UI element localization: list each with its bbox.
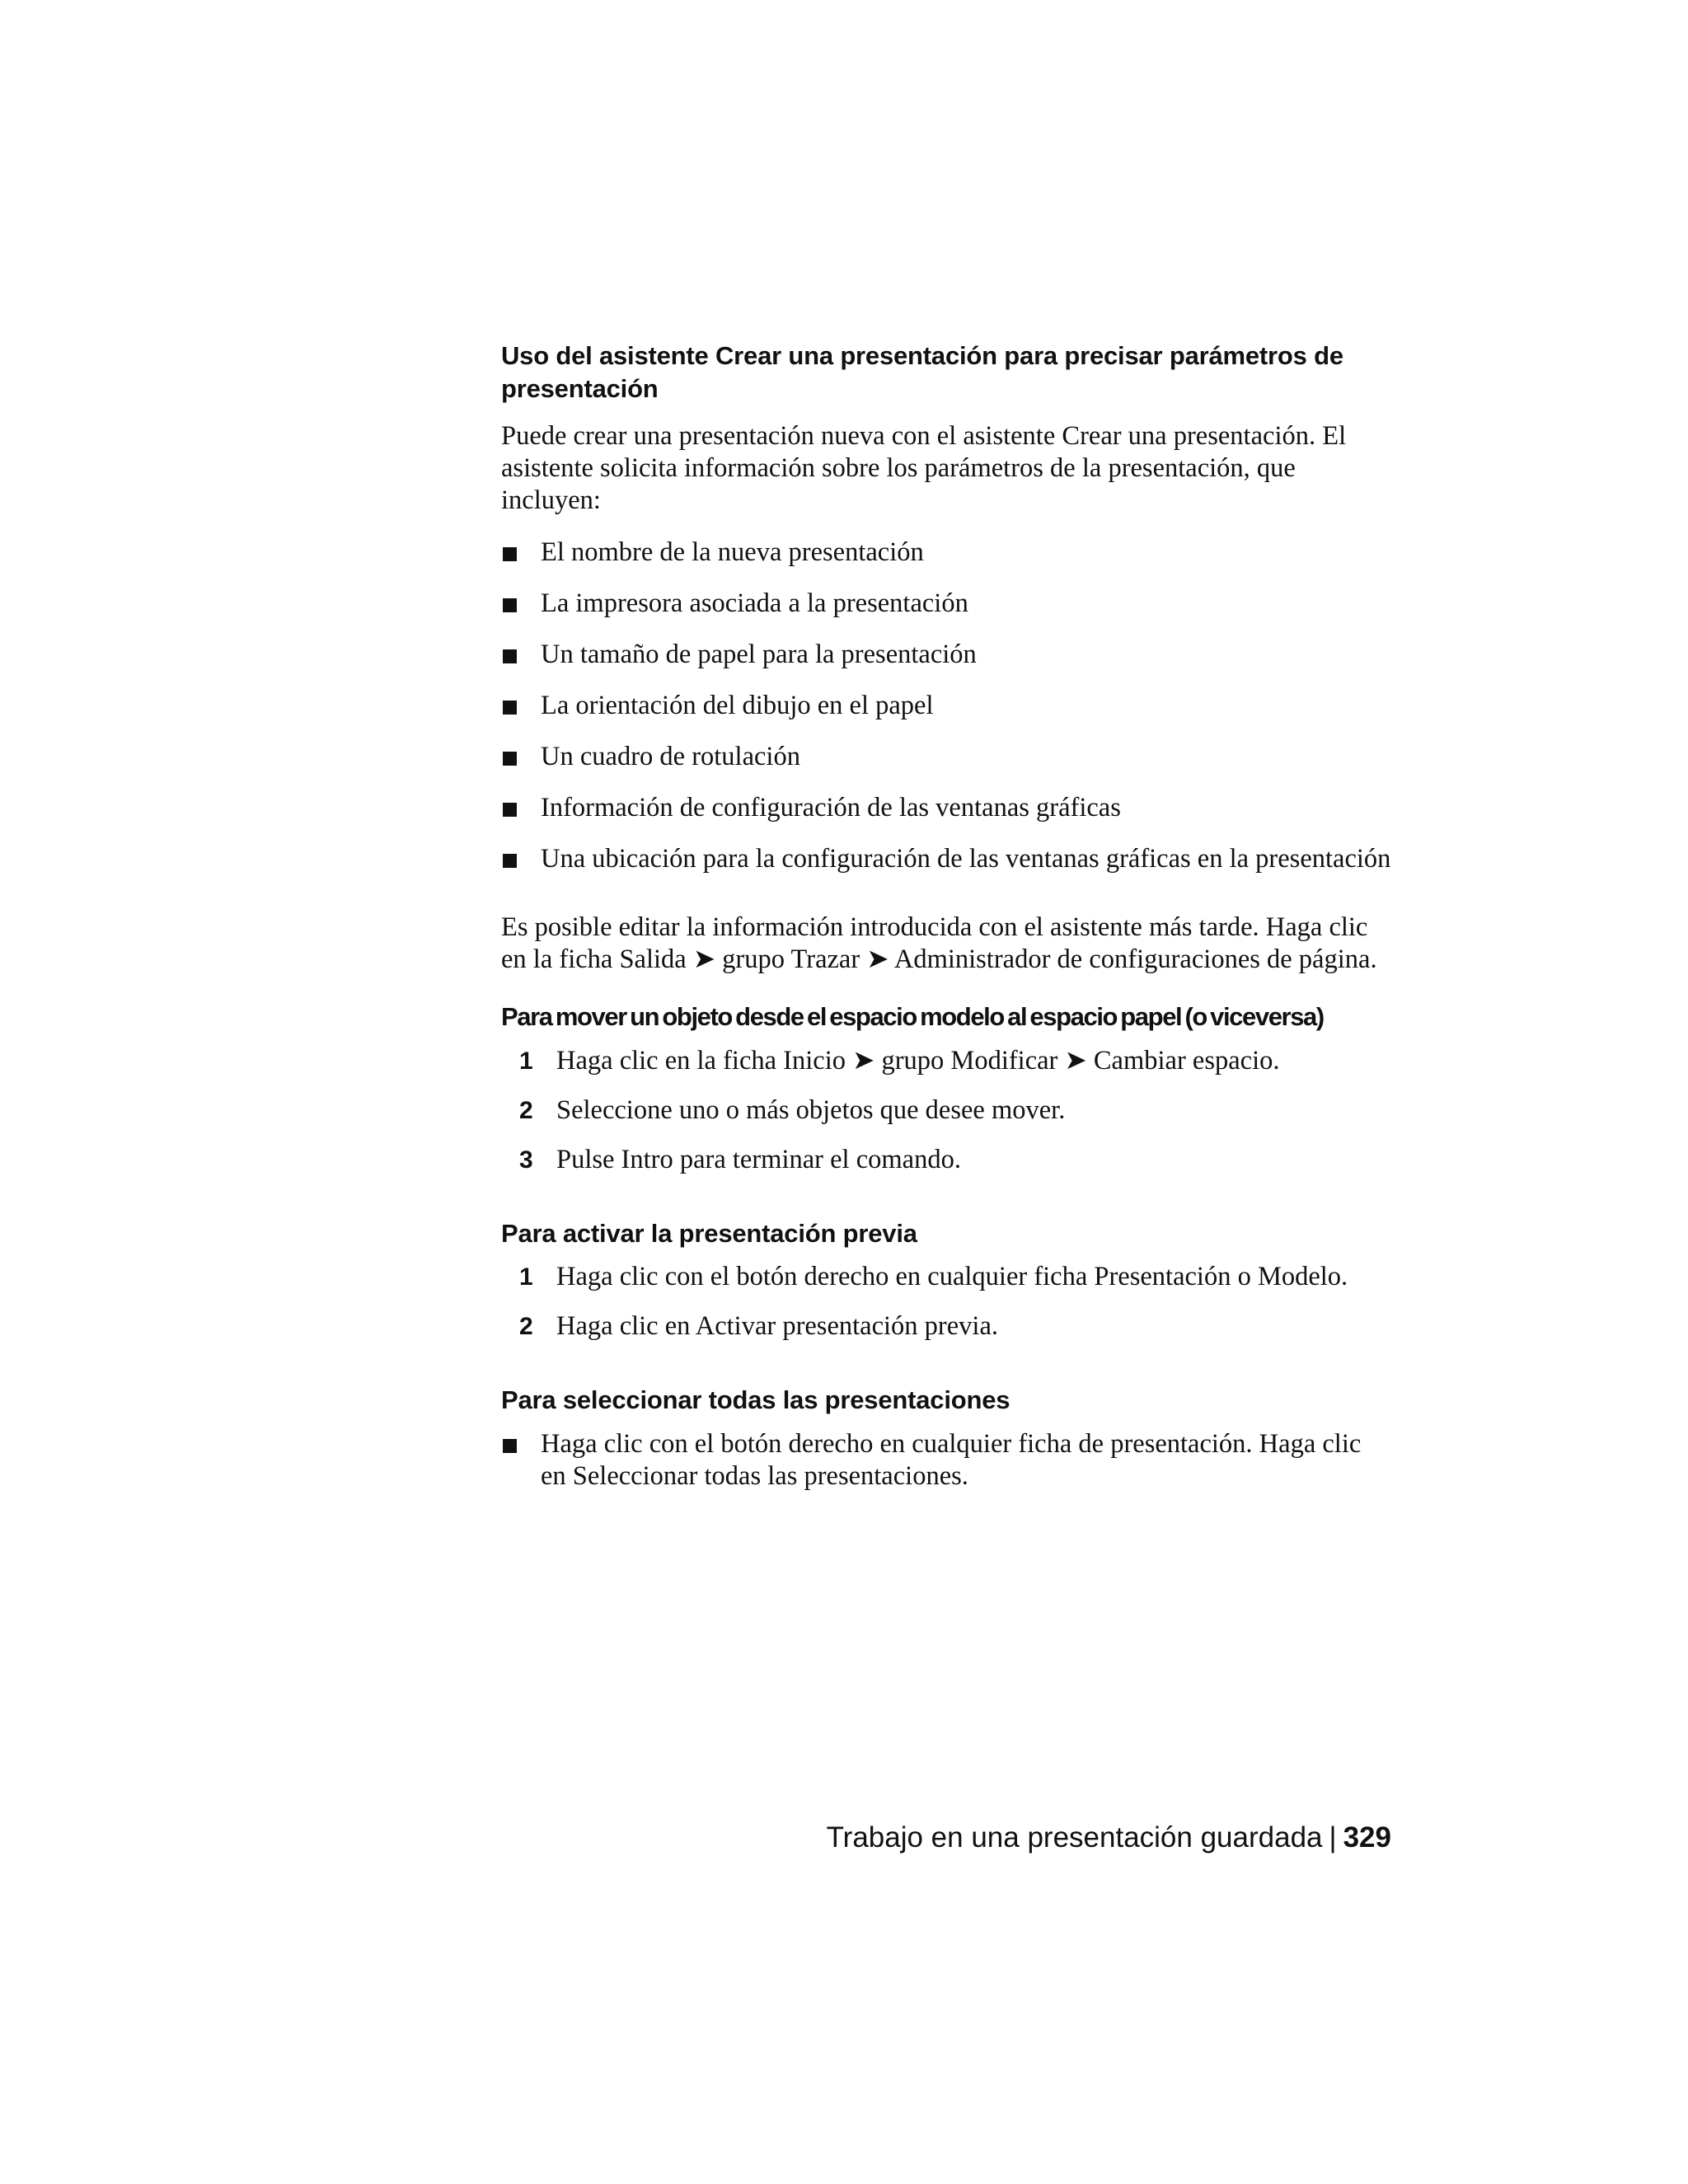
footer-separator: |	[1329, 1821, 1337, 1854]
list-item: El nombre de la nueva presentación	[501, 537, 1391, 569]
bullet-square-icon	[503, 854, 517, 868]
list-item: La orientación del dibujo en el papel	[501, 690, 1391, 722]
bullet-square-icon	[503, 598, 517, 612]
bullet-square-icon	[503, 803, 517, 817]
list-item: Haga clic con el botón derecho en cualquier ficha de presentación. Haga clic en Seleccionar todas las presentaciones.	[501, 1428, 1391, 1493]
preview-steps	[501, 1261, 1391, 1343]
page-number: 329	[1343, 1821, 1391, 1854]
page-content	[501, 340, 1391, 1493]
bullet-square-icon	[503, 701, 517, 715]
list-item: Una ubicación para la configuración de las ventanas gráficas en la presentación	[501, 843, 1391, 875]
step-number: 2	[519, 1097, 533, 1124]
wizard-parameter-list	[501, 537, 1391, 875]
step-item: 3 Pulse Intro para terminar el comando.	[519, 1145, 961, 1174]
bullet-square-icon	[503, 649, 517, 663]
bullet-square-icon	[503, 752, 517, 766]
step-item: 2 Seleccione uno o más objetos que desee mover.	[519, 1095, 1066, 1125]
intro-paragraph: Puede crear una presentación nueva con el asistente Crear una presentación. El asistente solicita información sobre los parámetros de la presentación, que incluyen:	[501, 421, 1347, 515]
step-item: 2 Haga clic en Activar presentación previa.	[519, 1311, 998, 1341]
step-number: 1	[519, 1263, 533, 1291]
list-item: Información de configuración de las ventanas gráficas	[501, 792, 1391, 824]
bullet-square-icon	[503, 547, 517, 561]
step-number: 1	[519, 1047, 533, 1075]
section-heading-wizard: Uso del asistente Crear una presentación para precisar parámetros de presentación	[501, 341, 1343, 403]
closing-paragraph: Es posible editar la información introducida con el asistente más tarde. Haga clic en la ficha Salida ➤ grupo Trazar ➤ Administrador de configuraciones de página.	[501, 912, 1377, 974]
step-item: 1 Haga clic en la ficha Inicio ➤ grupo Modificar ➤ Cambiar espacio.	[519, 1046, 1280, 1076]
section-heading-move-object: Para mover un objeto desde el espacio modelo al espacio papel (o viceversa)	[501, 1002, 1324, 1031]
step-number: 2	[519, 1313, 533, 1340]
move-object-steps	[501, 1045, 1391, 1176]
section-heading-select-all: Para seleccionar todas las presentaciones	[501, 1385, 1010, 1414]
section-heading-preview: Para activar la presentación previa	[501, 1219, 917, 1248]
select-all-list	[501, 1428, 1391, 1493]
list-item: Un tamaño de papel para la presentación	[501, 639, 1391, 671]
step-item: 1 Haga clic con el botón derecho en cualquier ficha Presentación o Modelo.	[519, 1262, 1348, 1291]
list-item: La impresora asociada a la presentación	[501, 588, 1391, 620]
step-number: 3	[519, 1146, 533, 1174]
list-item: Un cuadro de rotulación	[501, 741, 1391, 773]
bullet-square-icon	[503, 1439, 517, 1453]
footer-chapter-title: Trabajo en una presentación guardada	[826, 1821, 1323, 1854]
page-footer	[827, 1820, 1391, 1856]
